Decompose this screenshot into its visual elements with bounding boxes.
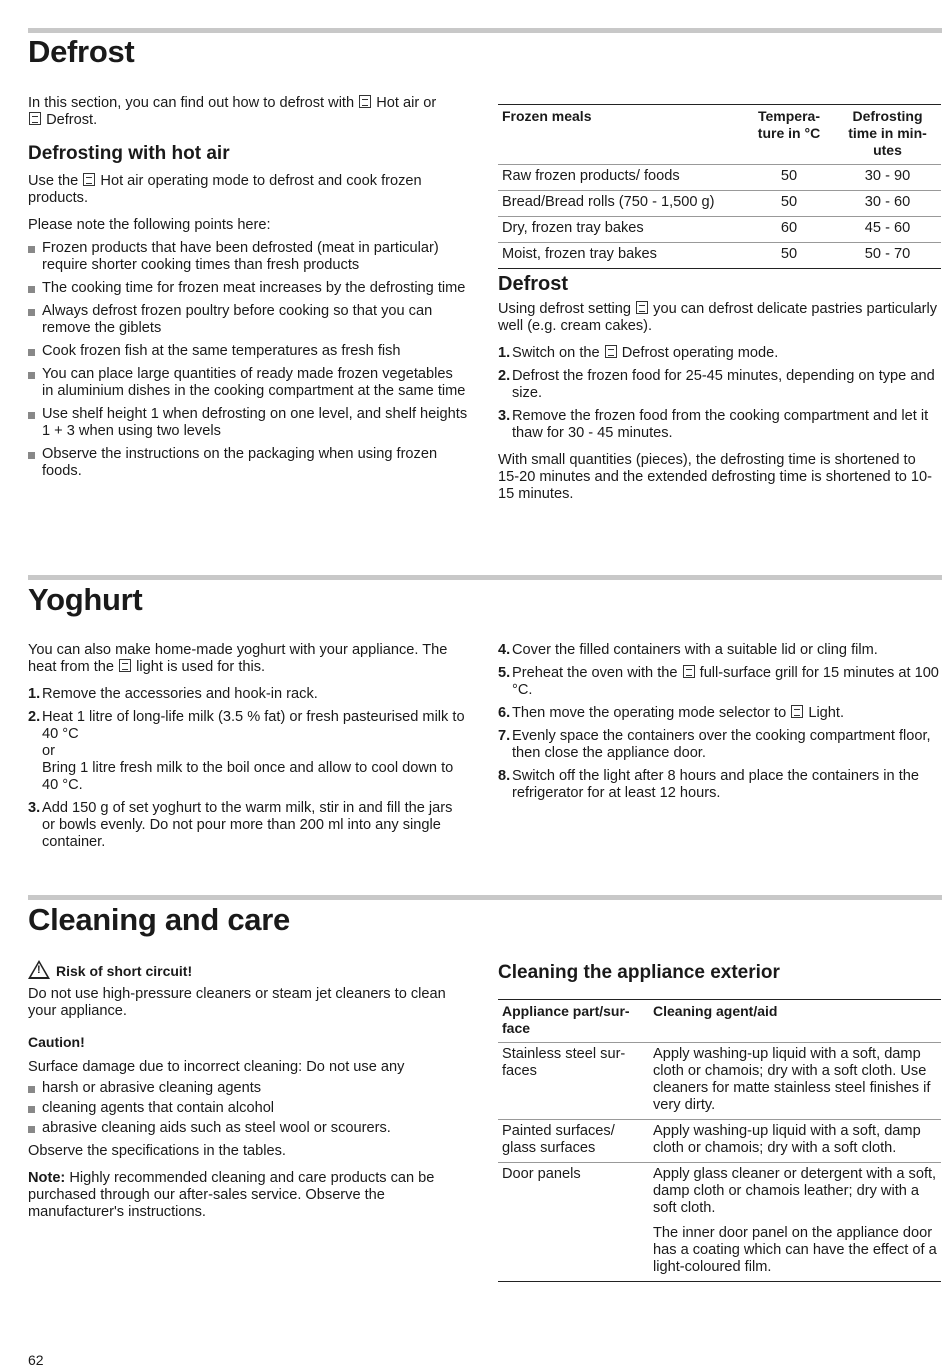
step-number: 2. [498, 368, 511, 384]
list-item [498, 368, 940, 402]
yoghurt-intro [28, 642, 468, 676]
step-number: 3. [28, 800, 41, 816]
yoghurt-left-column [28, 642, 468, 861]
defrost-sub-text: Using defrost setting [498, 301, 632, 317]
table-header: Frozen meals [502, 108, 592, 124]
step-number: 8. [498, 768, 511, 784]
step-number: 1. [28, 686, 41, 702]
hot-air-icon [359, 95, 371, 108]
table-cell: Dry, frozen tray bakes [502, 220, 644, 236]
step-number: 1. [498, 345, 511, 361]
cell-text: The inner door panel on the appliance door has a coating which can have the effect of a light-coloured film. [653, 1225, 937, 1275]
list-item [498, 408, 940, 442]
table-header: Defrosting time in min-utes [848, 108, 927, 158]
caution-text: Surface damage due to incorrect cleaning: Do not use any [28, 1059, 405, 1075]
table-cell [649, 1043, 941, 1120]
defrost-intro-text-2: Hot air or [376, 95, 437, 111]
table-cell: Raw frozen products/ foods [502, 168, 680, 184]
list-item [28, 686, 468, 703]
list-item: Use shelf height 1 when defrosting on one level, and shelf heights 1 + 3 when using two levels [28, 406, 468, 440]
hot-air-bullet-list [28, 240, 468, 480]
section-title-cleaning: Cleaning and care [28, 902, 290, 937]
table-row [498, 1120, 941, 1163]
list-item [28, 709, 468, 794]
step-number: 4. [498, 642, 511, 658]
step-text: Add 150 g of set yoghurt to the warm milk, stir in and fill the jars or bowls evenly. Do not pour more than 200 ml into any single container. [42, 800, 453, 850]
step-text: Then move the operating mode selector to [512, 705, 787, 721]
cell-text: Apply glass cleaner or detergent with a soft, damp cloth or chamois leather; dry with a soft cloth. [653, 1166, 937, 1216]
cell-text: Apply washing-up liquid with a soft, damp cloth or chamois; dry with a soft cloth. Use cleaners for matte stainless steel finishes if very dirty. [653, 1046, 931, 1113]
table-header-row [498, 1000, 941, 1043]
hot-air-text: Use the [28, 173, 79, 189]
section-rule-yoghurt [28, 575, 942, 580]
light-icon [119, 659, 131, 672]
list-item: Cook frozen fish at the same temperatures as fresh fish [28, 343, 468, 360]
step-number: 6. [498, 705, 511, 721]
step-text: Defrost the frozen food for 25-45 minutes, depending on type and size. [512, 368, 935, 401]
table-row [498, 217, 941, 243]
defrost-right-column [498, 273, 940, 513]
list-item [498, 345, 940, 362]
table-cell: 50 - 70 [864, 246, 911, 262]
defrost-intro-text: In this section, you can find out how to defrost with [28, 95, 355, 111]
step-text: Heat 1 litre of long-life milk (3.5 % fat) or fresh pasteurised milk to 40 °C [42, 709, 465, 742]
defrost-small-quantities: With small quantities (pieces), the defrosting time is shortened to 15-20 minutes and the extended defrosting time is shortened to 10-15 minutes. [498, 452, 933, 502]
table-row [498, 243, 941, 269]
table-row [498, 191, 941, 217]
table-cell: Moist, frozen tray bakes [502, 246, 657, 262]
note-text: Highly recommended cleaning and care products can be purchased through our after-sales service. Observe the manufacturer's instructions. [28, 1170, 435, 1220]
table-cell: Door panels [502, 1166, 581, 1182]
cleaning-exterior-table [498, 999, 941, 1282]
list-item: abrasive cleaning aids such as steel wool or scourers. [28, 1120, 468, 1137]
list-item: Observe the instructions on the packaging when using frozen foods. [28, 446, 468, 480]
table-header: Appliance part/sur-face [502, 1003, 630, 1036]
table-cell: 30 - 60 [864, 194, 911, 210]
defrost-left-column [28, 95, 468, 488]
step-text-2: Defrost operating mode. [621, 345, 779, 361]
hot-air-paragraph [28, 173, 468, 207]
warning-icon: ! [28, 960, 50, 979]
step-text-2: Bring 1 litre fresh milk to the boil once and allow to cool down to 40 °C. [42, 760, 454, 793]
yoghurt-intro-text-2: light is used for this. [136, 659, 266, 675]
cleaning-left-column [28, 960, 468, 1231]
defrost-sub-paragraph [498, 301, 940, 335]
note-paragraph [28, 1170, 468, 1221]
hot-air-text-2: Hot air operating mode to defrost and cook frozen products. [28, 173, 422, 206]
note-label: Note: [28, 1170, 66, 1186]
page-number: 62 [28, 1352, 44, 1368]
step-text-2: Light. [808, 705, 845, 721]
warning-text: Do not use high-pressure cleaners or steam jet cleaners to clean your appliance. [28, 986, 446, 1019]
list-item: The cooking time for frozen meat increases by the defrosting time [28, 280, 468, 297]
table-cell: Painted surfaces/ glass surfaces [502, 1123, 615, 1156]
step-number: 5. [498, 665, 511, 681]
list-item [498, 665, 940, 699]
table-cell: 45 - 60 [864, 220, 911, 236]
defrost-steps [498, 345, 940, 442]
step-number: 7. [498, 728, 511, 744]
list-item: You can place large quantities of ready made frozen vegetables in aluminium dishes in the cooking compartment at the same time [28, 366, 468, 400]
step-text: Switch on the [512, 345, 600, 361]
step-text: Remove the accessories and hook-in rack. [42, 686, 318, 702]
table-row [498, 165, 941, 191]
yoghurt-intro-text: You can also make home-made yoghurt with your appliance. The heat from the [28, 642, 448, 675]
step-text: Preheat the oven with the [512, 665, 678, 681]
defrost-icon [29, 112, 41, 125]
step-text: Switch off the light after 8 hours and place the containers in the refrigerator for at least 12 hours. [512, 768, 919, 801]
list-item: cleaning agents that contain alcohol [28, 1100, 468, 1117]
hot-air-note: Please note the following points here: [28, 217, 271, 233]
table-cell: 60 [780, 220, 798, 236]
step-number: 3. [498, 408, 511, 424]
table-cell: Bread/Bread rolls (750 - 1,500 g) [502, 194, 715, 210]
step-text: Cover the filled containers with a suitable lid or cling film. [512, 642, 878, 658]
defrost-icon [636, 301, 648, 314]
step-text-2: full-surface grill for 15 minutes at 100 °C. [512, 665, 939, 698]
hot-air-heading: Defrosting with hot air [28, 143, 230, 164]
observe-tables: Observe the specifications in the tables. [28, 1143, 286, 1159]
caution-bullet-list [28, 1080, 468, 1137]
section-title-yoghurt: Yoghurt [28, 582, 143, 617]
caution-label: Caution! [28, 1034, 85, 1050]
defrost-subheading: Defrost [498, 273, 569, 295]
table-header-row [498, 105, 941, 165]
list-item [498, 642, 940, 659]
defrost-intro-text-3: Defrost. [46, 112, 98, 128]
exterior-heading: Cleaning the appliance exterior [498, 962, 780, 983]
list-item [28, 800, 468, 851]
hot-air-icon [83, 173, 95, 186]
cell-text: Apply washing-up liquid with a soft, damp cloth or chamois; dry with a soft cloth. [653, 1123, 921, 1156]
table-cell [649, 1120, 941, 1163]
step-text-or: or [42, 743, 55, 759]
table-row [498, 1163, 941, 1282]
list-item [498, 728, 940, 762]
table-header: Tempera-ture in °C [757, 108, 821, 141]
yoghurt-right-column [498, 642, 940, 812]
table-row [498, 1043, 941, 1120]
list-item: harsh or abrasive cleaning agents [28, 1080, 468, 1097]
table-cell [649, 1163, 941, 1282]
defrost-intro [28, 95, 468, 129]
list-item [498, 705, 940, 722]
warning-heading [28, 960, 468, 980]
table-cell: 50 [780, 194, 798, 210]
defrost-sub-text-2: you can defrost delicate pastries particularly well (e.g. cream cakes). [498, 301, 938, 334]
table-cell: Stainless steel sur-faces [502, 1046, 626, 1079]
table-cell: 50 [780, 168, 798, 184]
step-number: 2. [28, 709, 41, 725]
defrost-icon [605, 345, 617, 358]
warning-title: Risk of short circuit! [56, 963, 193, 979]
section-title-defrost: Defrost [28, 34, 135, 69]
list-item [498, 768, 940, 802]
table-cell: 50 [780, 246, 798, 262]
list-item: Always defrost frozen poultry before cooking so that you can remove the giblets [28, 303, 468, 337]
yoghurt-steps-right [498, 642, 940, 802]
step-text: Remove the frozen food from the cooking compartment and let it thaw for 30 - 45 minutes. [512, 408, 929, 441]
section-rule-defrost [28, 28, 942, 33]
frozen-meals-table [498, 104, 941, 269]
table-header: Cleaning agent/aid [653, 1003, 778, 1019]
grill-icon [683, 665, 695, 678]
section-rule-cleaning [28, 895, 942, 900]
yoghurt-steps-left [28, 686, 468, 851]
light-icon [791, 705, 803, 718]
table-cell: 30 - 90 [864, 168, 911, 184]
list-item: Frozen products that have been defrosted (meat in particular) require shorter cooking times than fresh products [28, 240, 468, 274]
step-text: Evenly space the containers over the cooking compartment floor, then close the appliance door. [512, 728, 931, 761]
